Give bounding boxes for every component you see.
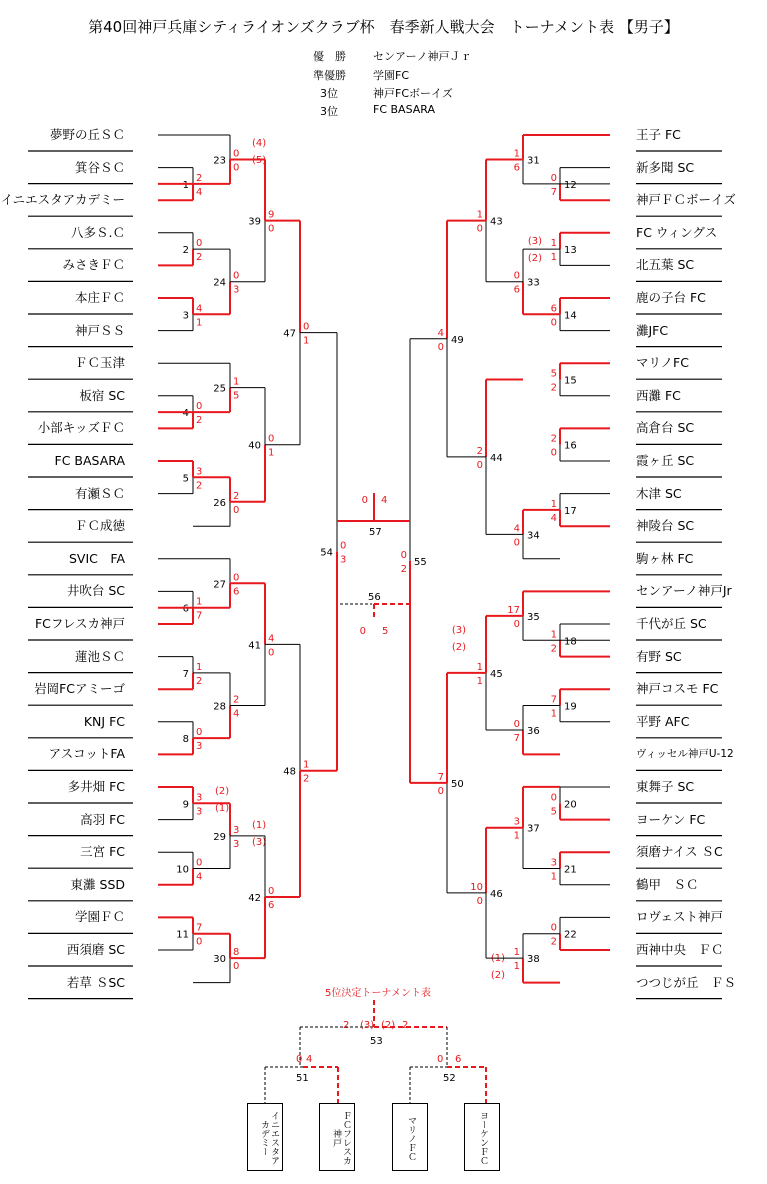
bracket-label: 3 — [196, 741, 203, 753]
bracket-label: 3 — [196, 792, 203, 804]
bracket-label: (2) — [215, 786, 230, 797]
bracket-label: 4 — [268, 633, 275, 645]
team-name: 新多聞 SC — [636, 159, 695, 175]
bracket-label: 18 — [564, 636, 577, 648]
bracket-label: 1 — [233, 376, 240, 388]
bracket-label: 14 — [564, 310, 577, 322]
bracket-label: 50 — [451, 778, 464, 790]
bracket-label: 10 — [470, 881, 483, 893]
team-name: 高羽 FC — [80, 811, 125, 827]
team-name: 三宮 FC — [80, 844, 125, 860]
bracket-label: 2 — [182, 245, 189, 257]
bracket-label: 9 — [182, 799, 189, 811]
bracket-label: 7 — [437, 771, 444, 783]
bracket-label: 0 — [196, 936, 203, 948]
team-name: 八多Ｓ.Ｃ — [71, 224, 125, 240]
bracket-label: 2 — [550, 382, 557, 394]
bracket-label: 11 — [176, 929, 189, 941]
bracket-label: 1 — [196, 317, 203, 329]
bracket-label: 24 — [213, 277, 226, 289]
bracket-label: (3) — [252, 837, 267, 848]
team-name: ＦＣ成徳 — [74, 518, 125, 534]
bracket-label: 7 — [550, 694, 557, 706]
team-name: ＦＣ玉津 — [74, 355, 125, 371]
bracket-label: 3 — [233, 824, 240, 836]
bracket-label: 46 — [490, 888, 503, 900]
bracket-label: 2 — [550, 936, 557, 948]
bracket-label: 12 — [564, 179, 577, 191]
result-team: センアーノ神戸Ｊｒ — [373, 50, 472, 63]
bracket-label: 54 — [320, 547, 333, 559]
bracket-label: 0 — [550, 447, 557, 459]
bracket-label: 0 — [233, 961, 240, 973]
bracket-label: 28 — [213, 701, 226, 713]
bracket-label: 7 — [196, 610, 203, 622]
team-name: 千代が丘 SC — [636, 616, 707, 631]
team-name: 神戸ＦＣボーイズ — [636, 192, 736, 208]
bracket-label: 0 — [268, 223, 275, 235]
bracket-label: 16 — [564, 440, 577, 452]
bracket-label: 2 — [196, 675, 203, 687]
bracket-label: 2 — [196, 172, 203, 184]
bracket-label: 4 — [233, 708, 240, 720]
bracket-label: (2) — [451, 642, 466, 653]
bracket-label: 0 — [550, 922, 557, 934]
team-name: 平野 AFC — [636, 713, 690, 729]
bracket-label: 0 — [233, 148, 240, 160]
bracket-label: 27 — [213, 579, 226, 591]
result-team: 学園FC — [373, 69, 410, 82]
bracket-label: 52 — [443, 1073, 456, 1084]
team-name: 灘JFC — [636, 322, 669, 338]
bracket-label: 0 — [550, 317, 557, 329]
bracket-label: 5 — [233, 390, 240, 402]
bracket-label: 6 — [233, 586, 240, 598]
team-name: 神陵台 SC — [636, 518, 695, 534]
bracket-label: 8 — [182, 734, 189, 746]
team-name: 本庄ＦＣ — [74, 290, 125, 305]
bracket-label: 1 — [513, 830, 520, 842]
bracket-label: (2) — [527, 253, 542, 264]
bracket-label: 38 — [527, 954, 540, 966]
team-name: 西神中央 ＦＣ — [636, 942, 724, 957]
team-name: 蓮池ＳＣ — [74, 648, 125, 664]
team-name: SVIC FA — [69, 550, 125, 566]
bracket-label: 49 — [451, 334, 464, 346]
result-team: 神戸FCボーイズ — [373, 87, 453, 100]
bracket-label: 3 — [182, 310, 189, 322]
bracket-label: 0 — [268, 433, 275, 445]
bracket-label: 13 — [564, 245, 577, 257]
team-name: イニエスタアカデミー — [0, 192, 125, 208]
bracket-label: 36 — [527, 725, 540, 737]
bracket-label: 5 — [382, 626, 389, 637]
bracket-label: 37 — [527, 823, 540, 835]
bracket-label: 6 — [182, 603, 189, 615]
team-name: 有野 SC — [636, 648, 682, 664]
bracket-label: 39 — [248, 216, 261, 228]
bracket-label: 33 — [527, 277, 540, 289]
bracket-label: 1 — [182, 179, 189, 191]
bracket-label: 10 — [176, 864, 189, 876]
team-name: みさきＦＣ — [62, 257, 125, 273]
bracket-label: 5 — [550, 368, 557, 380]
bracket-label: (1) — [215, 803, 230, 814]
team-name: 東舞子 SC — [636, 779, 695, 794]
bracket-label: 1 — [303, 335, 310, 347]
bracket-label: 2 — [476, 445, 483, 457]
team-name: 高倉台 SC — [636, 420, 695, 436]
bracket-label: 17 — [507, 604, 520, 616]
bracket-label: 47 — [283, 328, 296, 340]
team-name: 西須磨 SC — [66, 942, 125, 957]
bracket-label: 1 — [476, 209, 483, 221]
consolation-team-box — [392, 1103, 428, 1171]
team-name: 岩岡FCアミーゴ — [34, 681, 125, 697]
bracket-label: 57 — [369, 527, 382, 538]
bracket-label: 0 — [268, 886, 275, 898]
bracket-label: 1 — [513, 947, 520, 959]
bracket-label: 31 — [527, 155, 540, 167]
bracket-label: 4 — [306, 1054, 313, 1065]
team-name: 箕谷ＳＣ — [74, 159, 125, 175]
bracket-label: 34 — [527, 530, 540, 542]
bracket-label: 7 — [182, 668, 189, 680]
bracket-label: 2 — [550, 433, 557, 445]
team-name: 有瀬ＳＣ — [74, 485, 125, 501]
bracket-label: 0 — [513, 270, 520, 282]
bracket-label: 43 — [490, 216, 503, 228]
bracket-label: 0 — [550, 792, 557, 804]
bracket-label: 2 — [402, 1020, 409, 1031]
consolation-team-box — [319, 1103, 355, 1171]
bracket-label: (4) — [252, 138, 267, 149]
bracket-label: 0 — [437, 785, 444, 797]
bracket-label: 4 — [196, 871, 203, 883]
bracket-label: 4 — [513, 523, 520, 535]
team-name: つつじが丘 ＦＳ — [636, 974, 737, 990]
bracket-label: 5 — [182, 473, 189, 485]
bracket-label: 0 — [550, 172, 557, 184]
bracket-label: 1 — [513, 148, 520, 160]
bracket-label: 1 — [513, 961, 520, 973]
bracket-label: 7 — [196, 922, 203, 934]
consolation-team-box — [247, 1103, 283, 1171]
bracket-label: 4 — [182, 408, 189, 420]
team-name: アスコットFA — [48, 746, 125, 762]
team-name: 多井畑 FC — [67, 779, 125, 794]
bracket-label: 0 — [196, 857, 203, 869]
bracket-label: 0 — [233, 162, 240, 174]
result-rank: 優 勝 — [313, 50, 346, 63]
bracket-label: 7 — [513, 732, 520, 744]
bracket-label: 42 — [248, 893, 261, 905]
bracket-label: (2) — [381, 1020, 396, 1031]
bracket-label: 3 — [196, 806, 203, 818]
bracket-label: (1) — [490, 953, 505, 964]
team-name: FC ウィングス — [636, 224, 718, 240]
bracket-label: 26 — [213, 497, 226, 509]
bracket-label: 9 — [268, 209, 275, 221]
bracket-label: 0 — [196, 727, 203, 739]
team-name: 板宿 SC — [79, 387, 125, 403]
bracket-label: 3 — [196, 466, 203, 478]
bracket-label: 7 — [550, 186, 557, 198]
bracket-label: 1 — [550, 238, 557, 250]
team-name: 霞ヶ丘 SC — [636, 453, 695, 468]
bracket-label: 30 — [213, 954, 226, 966]
bracket-label: 45 — [490, 668, 503, 680]
bracket-label: 1 — [550, 252, 557, 264]
bracket-label: 6 — [455, 1054, 462, 1065]
bracket-label: 5 — [550, 806, 557, 818]
bracket-label: 2 — [343, 1020, 350, 1031]
team-name: 学園ＦＣ — [74, 909, 125, 925]
consolation-title: 5位決定トーナメント表 — [325, 988, 431, 999]
bracket-label: 21 — [564, 864, 577, 876]
bracket-label: 1 — [476, 675, 483, 687]
bracket-label: 2 — [233, 490, 240, 502]
team-name: FC BASARA — [54, 453, 125, 468]
bracket-label: 4 — [381, 495, 388, 506]
bracket-label: 0 — [359, 626, 366, 637]
team-name: 駒ヶ林 FC — [636, 550, 694, 566]
bracket-label: 25 — [213, 383, 226, 395]
team-name: 夢野の丘ＳＣ — [49, 127, 125, 142]
team-name: ロヴェスト神戸 — [636, 909, 724, 925]
bracket-label: 15 — [564, 375, 577, 387]
consolation-team-box — [464, 1103, 500, 1171]
bracket-label: 4 — [437, 327, 444, 339]
team-name: 鹿の子台 FC — [636, 290, 706, 305]
bracket-label: 4 — [550, 512, 557, 524]
bracket-label: 0 — [361, 495, 368, 506]
result-rank: 3位 — [320, 105, 338, 118]
bracket-label: 40 — [248, 440, 261, 452]
bracket-label: 2 — [196, 480, 203, 492]
bracket-label: (1) — [252, 820, 267, 831]
bracket-label: 1 — [268, 447, 275, 459]
bracket-label: 6 — [513, 284, 520, 296]
bracket-label: 3 — [340, 554, 347, 566]
consolation-team-label: マリノＦＣ — [406, 1115, 416, 1161]
bracket-label: 0 — [476, 223, 483, 235]
team-name: 若草 ＳSC — [66, 974, 125, 990]
team-name: ヴィッセル神戸U-12 — [636, 748, 734, 761]
result-rank: 準優勝 — [313, 69, 346, 82]
team-name: FCフレスカ神戸 — [34, 616, 125, 631]
team-name: 井吹台 SC — [66, 583, 125, 599]
bracket-label: 1 — [196, 596, 203, 608]
bracket-label: 3 — [513, 816, 520, 828]
bracket-label: 3 — [233, 284, 240, 296]
bracket-label: 48 — [283, 766, 296, 778]
bracket-label: 2 — [303, 773, 310, 785]
bracket-label: 0 — [513, 618, 520, 630]
bracket-label: 8 — [233, 947, 240, 959]
bracket-label: 6 — [550, 303, 557, 315]
result-team: FC BASARA — [373, 103, 436, 116]
bracket-label: 0 — [513, 718, 520, 730]
bracket-label: 0 — [196, 401, 203, 413]
team-name: 西灘 FC — [636, 387, 681, 403]
team-name: 木津 SC — [636, 485, 682, 501]
bracket-label: 44 — [490, 452, 503, 464]
bracket-label: 0 — [476, 895, 483, 907]
team-name: ヨーケン FC — [636, 811, 706, 827]
page-title: 第40回神戸兵庫シティライオンズクラブ杯 春季新人戦大会 トーナメント表 【男子】 — [88, 18, 679, 36]
bracket-label: 1 — [550, 871, 557, 883]
bracket-label: (5) — [252, 155, 267, 166]
team-name: 神戸ＳＳ — [74, 322, 125, 338]
bracket-label: 0 — [233, 504, 240, 516]
bracket-label: 0 — [296, 1054, 303, 1065]
team-name: 北五葉 SC — [636, 257, 695, 273]
bracket-label: 0 — [303, 321, 310, 333]
team-name: マリノFC — [636, 355, 689, 371]
bracket-label: 0 — [437, 341, 444, 353]
team-name: センアーノ神戸Jr — [636, 583, 732, 599]
bracket-label: 0 — [437, 1054, 444, 1065]
bracket-label: 53 — [370, 1036, 383, 1047]
bracket-label: 1 — [303, 759, 310, 771]
consolation-team-label: ヨーケンＦＣ — [478, 1111, 488, 1165]
bracket-label: 41 — [248, 640, 261, 652]
team-name: 鶴甲 ＳＣ — [636, 876, 699, 892]
bracket-label: 2 — [550, 643, 557, 655]
bracket-label: (3) — [360, 1020, 375, 1031]
bracket-label: 1 — [550, 498, 557, 510]
bracket-label: 4 — [196, 186, 203, 198]
bracket-label: 2 — [196, 415, 203, 427]
bracket-label: (3) — [527, 236, 542, 247]
bracket-label: 29 — [213, 831, 226, 843]
bracket-label: 1 — [476, 661, 483, 673]
bracket-label: 55 — [414, 556, 427, 568]
bracket-label: 3 — [550, 857, 557, 869]
team-name: 王子 FC — [636, 127, 681, 142]
bracket-label: 17 — [564, 505, 577, 517]
bracket-label: 0 — [233, 572, 240, 584]
bracket-label: 0 — [196, 238, 203, 250]
team-name: 須磨ナイス ＳC — [636, 844, 723, 860]
bracket-label: 0 — [513, 537, 520, 549]
bracket-label: 35 — [527, 611, 540, 623]
bracket-label: 2 — [400, 563, 407, 575]
bracket-label: 1 — [196, 661, 203, 673]
consolation-team-label: イニエスタアカデミー — [259, 1111, 279, 1165]
team-name: KNJ FC — [83, 713, 125, 729]
bracket-label: 4 — [196, 303, 203, 315]
bracket-label: 1 — [550, 708, 557, 720]
consolation-team-label: ＦＣフレスカ神戸 — [331, 1111, 351, 1165]
result-rank: 3位 — [320, 87, 338, 100]
bracket-label: 2 — [233, 694, 240, 706]
bracket-label: 2 — [196, 252, 203, 264]
team-name: 小部キッズＦＣ — [37, 420, 125, 436]
bracket-label: 20 — [564, 799, 577, 811]
bracket-label: (3) — [451, 625, 466, 636]
bracket-label: 6 — [513, 162, 520, 174]
bracket-label: 0 — [476, 459, 483, 471]
bracket-label: 56 — [368, 592, 381, 603]
bracket-label: 6 — [268, 900, 275, 912]
bracket-label: 0 — [400, 549, 407, 561]
team-name: 神戸コスモ FC — [636, 681, 719, 697]
bracket-label: 51 — [296, 1073, 309, 1084]
bracket-label: 19 — [564, 701, 577, 713]
bracket-label: 0 — [268, 647, 275, 659]
bracket-label: (2) — [490, 970, 505, 981]
bracket-label: 1 — [550, 629, 557, 641]
bracket-label: 22 — [564, 929, 577, 941]
team-name: 東灘 SSD — [70, 876, 125, 892]
bracket-label: 0 — [340, 540, 347, 552]
bracket-label: 23 — [213, 155, 226, 167]
bracket-label: 0 — [233, 270, 240, 282]
bracket-label: 3 — [233, 838, 240, 850]
